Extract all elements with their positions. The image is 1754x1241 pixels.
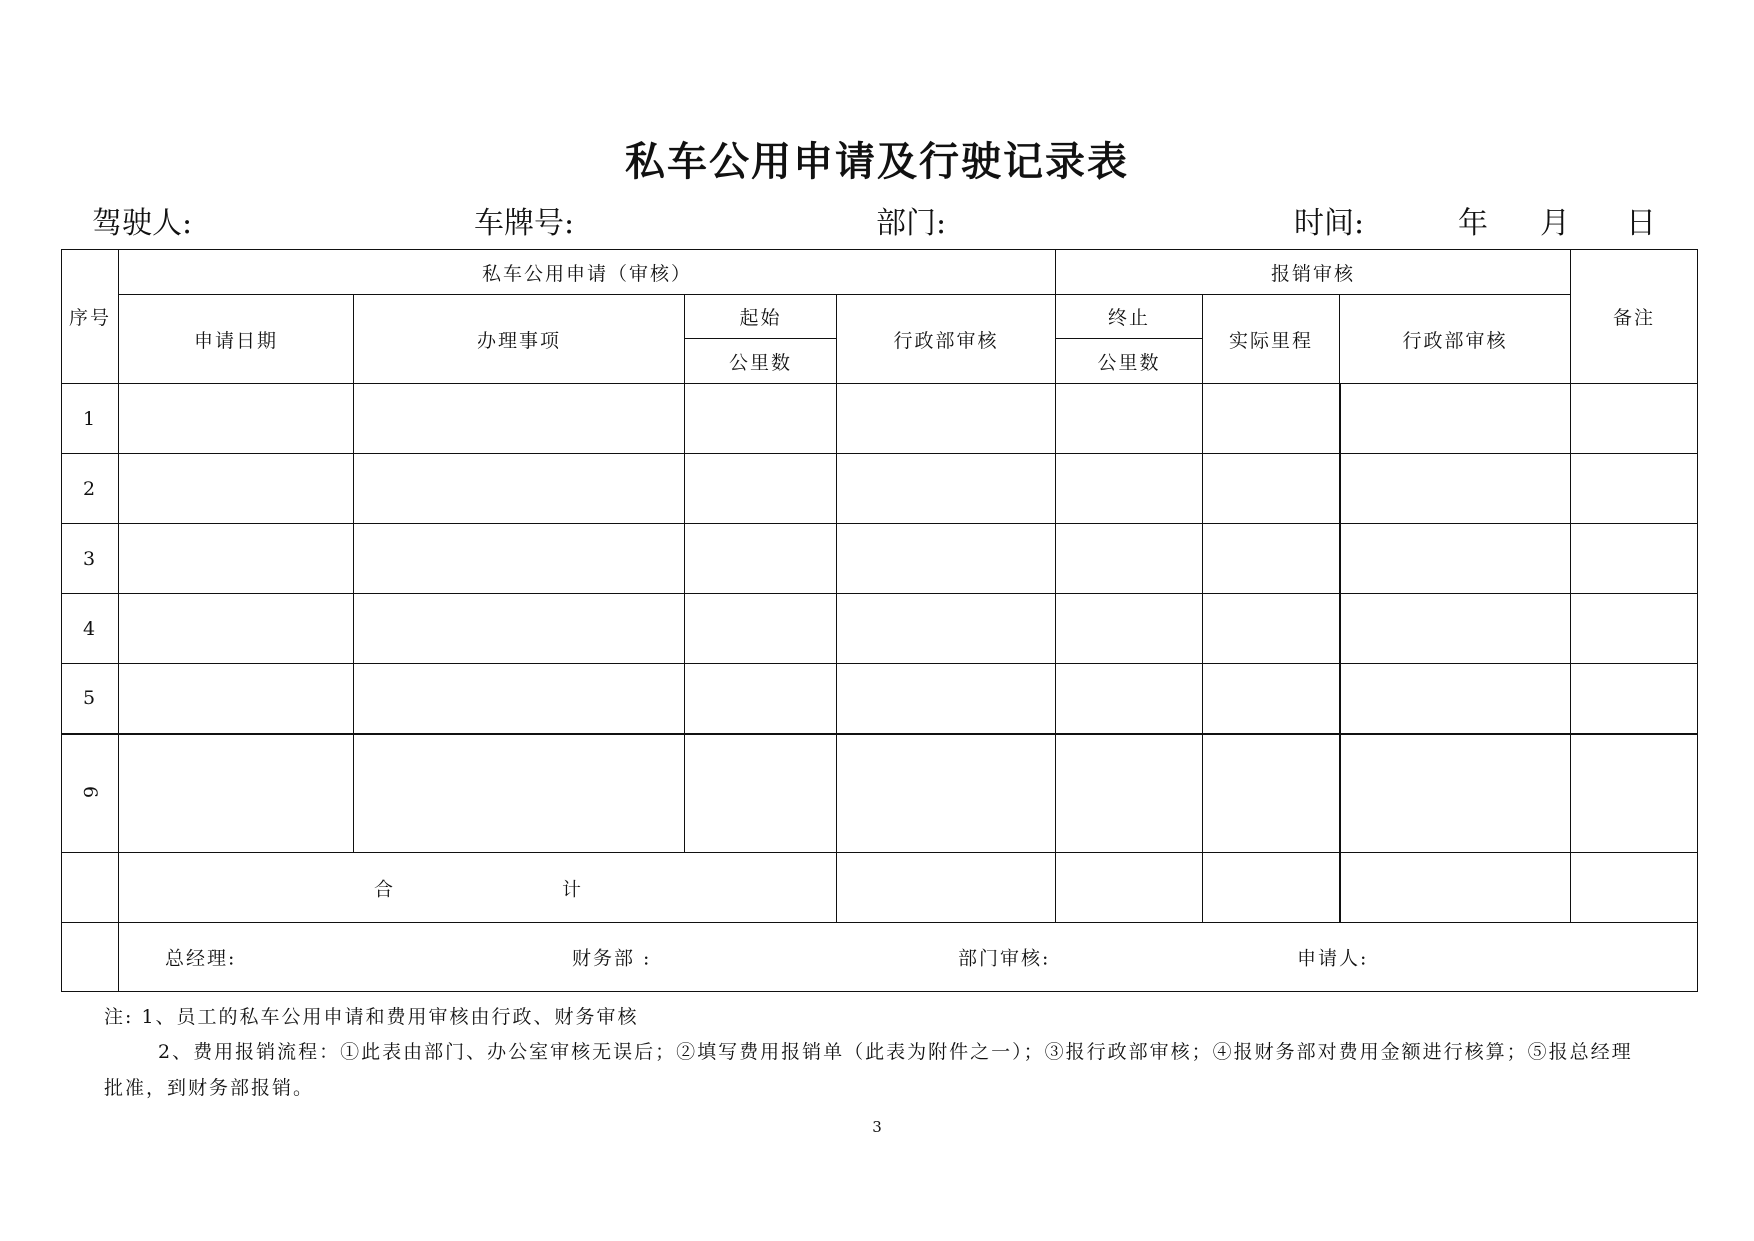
end-km-cell[interactable]	[1056, 664, 1203, 734]
dept-label: 部门:	[876, 206, 947, 241]
matter-cell[interactable]	[354, 524, 685, 594]
time-label: 时间:	[1294, 206, 1365, 241]
matter-cell[interactable]	[354, 454, 685, 524]
admin-review-cell[interactable]	[837, 734, 1056, 853]
admin-review-cell[interactable]	[837, 384, 1056, 454]
actual-mileage-cell[interactable]	[1203, 524, 1340, 594]
actual-mileage-cell[interactable]	[1203, 734, 1340, 853]
apply-date-cell[interactable]	[119, 454, 354, 524]
remark-cell[interactable]	[1571, 734, 1698, 853]
reimburse-review-cell[interactable]	[1340, 594, 1571, 664]
matter-cell[interactable]	[354, 664, 685, 734]
admin-review-cell[interactable]	[837, 524, 1056, 594]
reimburse-review-cell[interactable]	[1340, 734, 1571, 853]
total-seq-cell	[62, 853, 119, 923]
admin-review-cell[interactable]	[837, 454, 1056, 524]
signature-cell	[119, 923, 1698, 992]
admin-review-cell[interactable]	[837, 664, 1056, 734]
page-number: 3	[872, 1118, 882, 1136]
year-label: 年	[1458, 206, 1488, 241]
row-number: 2	[62, 454, 119, 524]
day-label: 日	[1626, 206, 1656, 241]
start-km-cell[interactable]	[685, 454, 837, 524]
row-number	[62, 734, 119, 853]
apply-date-cell[interactable]	[119, 524, 354, 594]
end-km-cell[interactable]	[1056, 454, 1203, 524]
start-km-cell[interactable]	[685, 524, 837, 594]
total-label-cell	[119, 853, 837, 923]
note-line-3: 批准，到财务部报销。	[104, 1077, 315, 1099]
header-seq: 序号	[62, 250, 119, 384]
actual-mileage-cell[interactable]	[1203, 594, 1340, 664]
sign-finance: 财务部 :	[572, 947, 652, 970]
header-apply-date: 申请日期	[119, 295, 354, 384]
header-admin-review-apply: 行政部审核	[837, 295, 1056, 384]
total-he: 合	[374, 878, 396, 900]
remark-cell[interactable]	[1571, 384, 1698, 454]
row-number-rotated: 6	[79, 786, 101, 801]
mileage-record-table	[61, 249, 1698, 992]
header-end: 终止	[1056, 295, 1203, 339]
signature-row	[62, 923, 1698, 992]
matter-cell[interactable]	[354, 734, 685, 853]
plate-label: 车牌号:	[474, 206, 575, 241]
start-km-cell[interactable]	[685, 664, 837, 734]
reimburse-review-cell[interactable]	[1340, 384, 1571, 454]
note-line-2: 2、费用报销流程：①此表由部门、办公室审核无误后；②填写费用报销单（此表为附件之一）；③报行政部审核；④报财务部对费用金额进行核算；⑤报总经理	[158, 1041, 1633, 1063]
apply-date-cell[interactable]	[119, 384, 354, 454]
table-row	[62, 454, 1698, 524]
actual-mileage-cell[interactable]	[1203, 664, 1340, 734]
total-reimburse-review-cell[interactable]	[1340, 853, 1571, 923]
reimburse-review-cell[interactable]	[1340, 524, 1571, 594]
sign-applicant: 申请人:	[1297, 947, 1369, 970]
row-number: 1	[62, 384, 119, 454]
admin-review-cell[interactable]	[837, 594, 1056, 664]
remark-cell[interactable]	[1571, 524, 1698, 594]
row-number: 4	[62, 594, 119, 664]
sign-general-manager: 总经理:	[165, 947, 237, 970]
total-ji: 计	[562, 878, 584, 900]
sign-dept-review: 部门审核:	[958, 947, 1051, 970]
total-admin-review-cell[interactable]	[837, 853, 1056, 923]
row-number: 5	[62, 664, 119, 734]
header-end-km: 公里数	[1056, 339, 1203, 384]
table-row	[62, 384, 1698, 454]
header-start: 起始	[685, 295, 837, 339]
row-number: 3	[62, 524, 119, 594]
apply-date-cell[interactable]	[119, 594, 354, 664]
total-remark-cell[interactable]	[1571, 853, 1698, 923]
header-admin-review-reimburse: 行政部审核	[1340, 295, 1571, 384]
header-matter: 办理事项	[354, 295, 685, 384]
table-row	[62, 594, 1698, 664]
header-group-reimburse: 报销审核	[1056, 250, 1571, 295]
end-km-cell[interactable]	[1056, 524, 1203, 594]
form-title: 私车公用申请及行驶记录表	[625, 139, 1129, 185]
header-group-apply: 私车公用申请（审核）	[119, 250, 1056, 295]
apply-date-cell[interactable]	[119, 664, 354, 734]
remark-cell[interactable]	[1571, 594, 1698, 664]
signature-seq-cell	[62, 923, 119, 992]
start-km-cell[interactable]	[685, 594, 837, 664]
reimburse-review-cell[interactable]	[1340, 454, 1571, 524]
table-row	[62, 664, 1698, 734]
remark-cell[interactable]	[1571, 454, 1698, 524]
total-actual-mileage-cell[interactable]	[1203, 853, 1340, 923]
actual-mileage-cell[interactable]	[1203, 454, 1340, 524]
header-start-km: 公里数	[685, 339, 837, 384]
start-km-cell[interactable]	[685, 384, 837, 454]
header-actual-mileage: 实际里程	[1203, 295, 1340, 384]
matter-cell[interactable]	[354, 594, 685, 664]
table-row	[62, 734, 1698, 853]
reimburse-review-cell[interactable]	[1340, 664, 1571, 734]
start-km-cell[interactable]	[685, 734, 837, 853]
month-label: 月	[1540, 206, 1570, 241]
matter-cell[interactable]	[354, 384, 685, 454]
end-km-cell[interactable]	[1056, 734, 1203, 853]
table-row	[62, 524, 1698, 594]
header-remark: 备注	[1571, 250, 1698, 384]
remark-cell[interactable]	[1571, 664, 1698, 734]
total-row	[62, 853, 1698, 923]
total-end-km-cell[interactable]	[1056, 853, 1203, 923]
end-km-cell[interactable]	[1056, 594, 1203, 664]
driver-label: 驾驶人:	[92, 206, 193, 241]
end-km-cell[interactable]	[1056, 384, 1203, 454]
apply-date-cell[interactable]	[119, 734, 354, 853]
actual-mileage-cell[interactable]	[1203, 384, 1340, 454]
note-line-1: 注: 1、员工的私车公用申请和费用审核由行政、财务审核	[104, 1006, 639, 1028]
